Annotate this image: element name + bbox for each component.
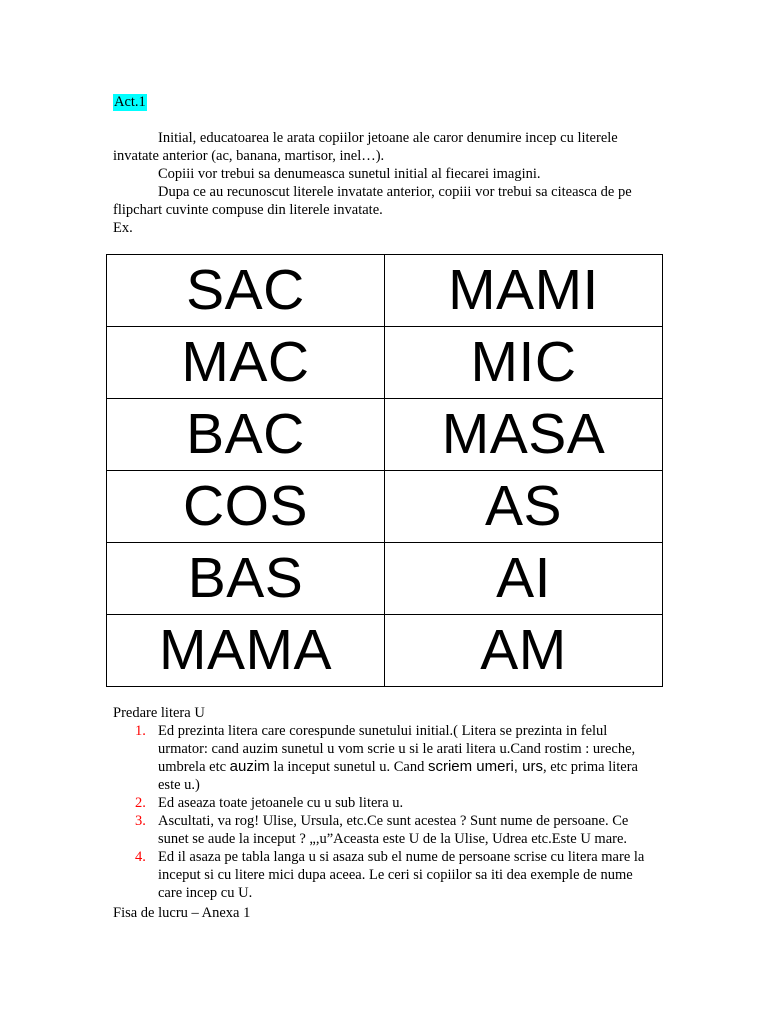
list-number: 2. [135, 795, 146, 811]
word-cell: MAMI [385, 255, 663, 327]
word-cell: AI [385, 543, 663, 615]
intro-paragraph-3: Dupa ce au recunoscut literele invatate anterior, copiii vor trebui sa citeasca de pe flipchart cuvinte compuse din literele invatate. [113, 184, 632, 218]
example-label: Ex. [113, 220, 133, 236]
word-table [106, 254, 663, 687]
word-cell: MAMA [107, 615, 385, 687]
word-cell: SAC [107, 255, 385, 327]
list-item [113, 812, 658, 848]
section-title: Predare litera U [113, 705, 205, 721]
word-cell: MAC [107, 327, 385, 399]
step-phrase-scriem: scriem umeri, urs [427, 758, 543, 775]
word-cell: MASA [385, 399, 663, 471]
step-text: Ed il asaza pe tabla langa u si asaza sub el nume de persoane scrise cu litera mare la inceput si cu litere mici dupa aceea. Le ceri si copiilor sa iti dea exemple de nume care incep cu U. [158, 849, 645, 901]
step-text: Ed aseaza toate jetoanele cu u sub litera u. [158, 795, 404, 811]
table-row [107, 543, 663, 615]
word-cell: MIC [385, 327, 663, 399]
word-cell: BAC [107, 399, 385, 471]
intro-paragraph-2: Copiii vor trebui sa denumeasca sunetul initial al fiecarei imagini. [158, 166, 541, 182]
table-row [107, 615, 663, 687]
footer-line: Fisa de lucru – Anexa 1 [113, 905, 251, 921]
step-text: , etc prima litera este u.) [158, 759, 638, 793]
list-number: 3. [135, 813, 146, 829]
list-item [113, 794, 658, 812]
word-cell: COS [107, 471, 385, 543]
step-text: Ed prezinta litera care corespunde sunetului initial.( Litera se prezinta in felul urmator: cand auzim sunetul u vom scrie u si le arati litera u.Cand rostim : ureche, umbrela etc [158, 723, 636, 775]
step-word-auzim: auzim [229, 758, 270, 775]
step-text: Ascultati, va rog! Ulise, Ursula, etc.Ce sunt acestea ? Sunt nume de persoane. Ce sunet se aude la inceput ? „,u”Aceasta este U de la Ulise, Udrea etc.Este U mare. [158, 813, 629, 847]
table-row [107, 255, 663, 327]
table-row [107, 471, 663, 543]
table-row [107, 399, 663, 471]
list-number: 1. [135, 723, 146, 739]
word-cell: AS [385, 471, 663, 543]
word-cell: BAS [107, 543, 385, 615]
list-item [113, 848, 658, 902]
list-item [113, 722, 658, 794]
steps-list [113, 722, 658, 902]
list-number: 4. [135, 849, 146, 865]
step-text: la inceput sunetul u. Cand [269, 759, 428, 775]
word-cell: AM [385, 615, 663, 687]
table-row [107, 327, 663, 399]
intro-paragraph-1: Initial, educatoarea le arata copiilor jetoane ale caror denumire incep cu literele invatate anterior (ac, banana, martisor, inel…). [113, 130, 618, 164]
act-title: Act.1 [114, 94, 146, 110]
